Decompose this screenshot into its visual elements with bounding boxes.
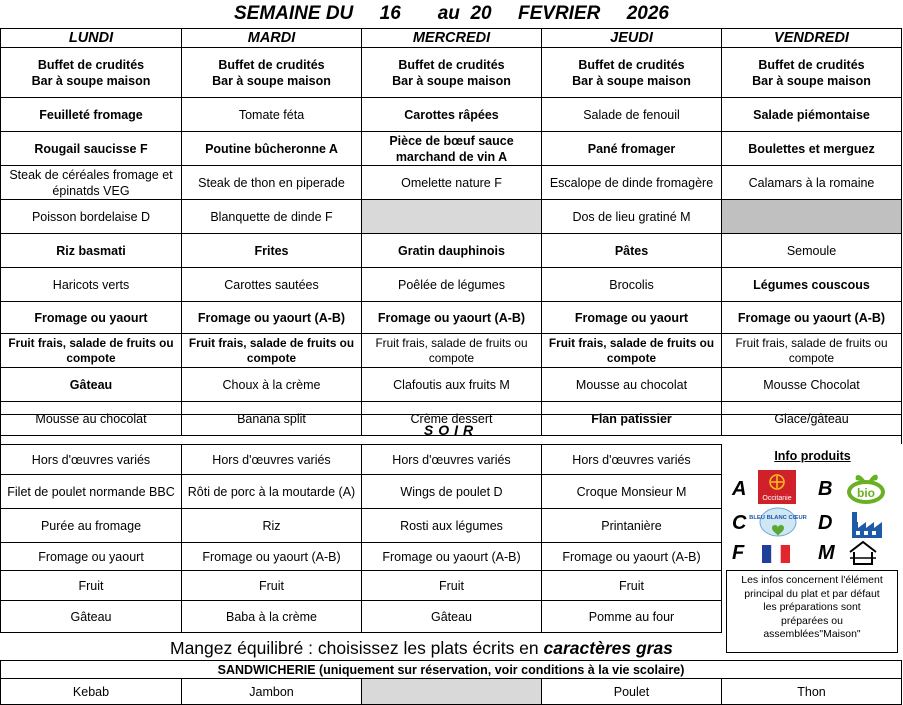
legend-letter-d: D: [818, 512, 833, 534]
menu-cell-line: marchand de vin A: [395, 149, 508, 164]
menu-cell: Fromage ou yaourt: [542, 302, 722, 334]
menu-cell: Fromage ou yaourt (A-B): [362, 302, 542, 334]
menu-cell: Carottes râpées: [362, 98, 542, 132]
lunch-row: [1, 268, 902, 302]
day-header: VENDREDI: [722, 29, 902, 48]
menu-cell: [722, 334, 902, 368]
menu-cell-line: Steak de céréales fromage et: [9, 167, 173, 182]
lunch-row: [1, 302, 902, 334]
menu-cell: Fromage ou yaourt (A-B): [542, 543, 722, 571]
menu-cell: Mousse au chocolat: [542, 368, 722, 402]
lunch-menu-table: [0, 28, 902, 436]
sandwich-item: Poulet: [542, 679, 722, 705]
menu-cell-line: compote: [788, 350, 835, 365]
lunch-row: [1, 132, 902, 166]
menu-cell: Poisson bordelaise D: [1, 200, 182, 234]
menu-cell: [362, 334, 542, 368]
menu-cell: Haricots verts: [1, 268, 182, 302]
legend-letter-f: F: [732, 542, 745, 564]
menu-cell: Blanquette de dinde F: [182, 200, 362, 234]
occitanie-logo-text: Occitanie: [762, 495, 792, 502]
menu-cell: [362, 48, 542, 98]
tagline: [170, 636, 722, 660]
menu-cell: Gratin dauphinois: [362, 234, 542, 268]
menu-cell: [1, 334, 182, 368]
menu-cell: Poutine bûcheronne A: [182, 132, 362, 166]
menu-cell: Banana split: [182, 402, 362, 436]
menu-cell: Rosti aux légumes: [362, 509, 542, 543]
menu-cell: Riz basmati: [1, 234, 182, 268]
menu-cell: Gâteau: [1, 601, 182, 633]
info-note-line: Les infos concernent l'élément: [741, 574, 883, 586]
menu-cell-line: Buffet de crudités: [758, 57, 865, 72]
menu-cell: [722, 48, 902, 98]
menu-cell: Rôti de porc à la moutarde (A): [182, 475, 362, 509]
menu-cell: Riz: [182, 509, 362, 543]
menu-cell-empty: [722, 200, 902, 234]
info-note-line: principal du plat et par défaut: [744, 587, 880, 600]
menu-cell: Fromage ou yaourt (A-B): [362, 543, 542, 571]
menu-cell: Fruit: [182, 571, 362, 601]
menu-cell: Fruit: [1, 571, 182, 601]
legend-letter-c: C: [732, 512, 747, 534]
menu-cell-line: Fruit frais, salade de fruits ou: [8, 335, 174, 350]
menu-cell-line: Fruit frais, salade de fruits ou: [548, 335, 715, 350]
day-header: MERCREDI: [362, 29, 542, 48]
menu-cell-line: Fruit frais, salade de fruits ou: [188, 335, 355, 350]
menu-cell-line: compote: [606, 350, 657, 365]
menu-cell: [542, 48, 722, 98]
lunch-row: [1, 98, 902, 132]
info-produits-title: Info produits: [774, 449, 851, 463]
menu-cell: Dos de lieu gratiné M: [542, 200, 722, 234]
soir-header: SOIR: [1, 415, 902, 445]
menu-cell-empty: [362, 200, 542, 234]
menu-cell: Wings de poulet D: [362, 475, 542, 509]
menu-cell: [362, 132, 542, 166]
menu-cell: Mousse Chocolat: [722, 368, 902, 402]
menu-cell: Filet de poulet normande BBC: [1, 475, 182, 509]
menu-cell: Crème dessert: [362, 402, 542, 436]
menu-cell: Hors d'œuvres variés: [362, 445, 542, 475]
sandwich-item: Jambon: [182, 679, 362, 705]
menu-cell: Pané fromager: [542, 132, 722, 166]
menu-cell: Hors d'œuvres variés: [1, 445, 182, 475]
menu-cell: Fromage ou yaourt: [1, 302, 182, 334]
menu-cell: Fromage ou yaourt (A-B): [182, 302, 362, 334]
day-header: LUNDI: [1, 29, 182, 48]
legend-letter-b: B: [818, 478, 833, 500]
bio-label-text: bio: [857, 486, 875, 500]
menu-cell: Pâtes: [542, 234, 722, 268]
bio-label-icon: [844, 468, 888, 506]
menu-cell: Flan patissier: [542, 402, 722, 436]
menu-cell: Omelette nature F: [362, 166, 542, 200]
menu-cell-line: Pièce de bœuf sauce: [389, 133, 514, 148]
menu-cell-line: Bar à soupe maison: [392, 73, 511, 88]
day-header: JEUDI: [542, 29, 722, 48]
sandwicherie-header: SANDWICHERIE (uniquement sur réservation, voir conditions à la vie scolaire): [1, 661, 902, 679]
menu-cell: Escalope de dinde fromagère: [542, 166, 722, 200]
bleu-blanc-coeur-icon: [749, 506, 807, 540]
sandwich-item-empty: [362, 679, 542, 705]
info-note-line: préparées ou: [781, 614, 843, 627]
menu-cell: Légumes couscous: [722, 268, 902, 302]
menu-cell-line: Buffet de crudités: [398, 57, 505, 72]
menu-cell: Feuilleté fromage: [1, 98, 182, 132]
menu-cell-line: Fruit frais, salade de fruits ou: [375, 335, 528, 350]
menu-cell-line: Buffet de crudités: [37, 57, 145, 72]
menu-cell: Poêlée de légumes: [362, 268, 542, 302]
menu-cell-line: Buffet de crudités: [218, 57, 325, 72]
menu-cell-line: Bar à soupe maison: [31, 73, 151, 88]
menu-cell: Steak de thon en piperade: [182, 166, 362, 200]
lunch-row: [1, 234, 902, 268]
french-flag-icon: [762, 545, 790, 563]
menu-cell: Semoule: [722, 234, 902, 268]
menu-cell: Fruit: [542, 571, 722, 601]
menu-cell: Gâteau: [1, 368, 182, 402]
menu-cell: Choux à la crème: [182, 368, 362, 402]
menu-cell: Fromage ou yaourt (A-B): [182, 543, 362, 571]
menu-cell-line: Bar à soupe maison: [212, 73, 331, 88]
lunch-row: [1, 368, 902, 402]
menu-cell: Salade piémontaise: [722, 98, 902, 132]
page-title: SEMAINE DU 16 au 20 FEVRIER 2026: [233, 3, 670, 24]
menu-cell: Rougail saucisse F: [1, 132, 182, 166]
info-produits-panel: [722, 444, 903, 658]
legend-letter-a: A: [732, 478, 747, 500]
menu-cell-line: Fruit frais, salade de fruits ou: [735, 335, 888, 350]
menu-cell: [182, 48, 362, 98]
menu-cell: Purée au fromage: [1, 509, 182, 543]
info-note: [726, 570, 898, 653]
menu-cell: Mousse au chocolat: [1, 402, 182, 436]
sandwicherie-table: [0, 660, 902, 705]
menu-cell: Baba à la crème: [182, 601, 362, 633]
menu-cell-line: Buffet de crudités: [578, 57, 685, 72]
menu-cell: Fromage ou yaourt: [1, 543, 182, 571]
legend-letter-m: M: [818, 542, 835, 564]
day-header: MARDI: [182, 29, 362, 48]
menu-cell: [1, 48, 182, 98]
sandwich-item: Thon: [722, 679, 902, 705]
tagline-emphasis: caractères gras: [543, 638, 673, 658]
sandwich-item: Kebab: [1, 679, 182, 705]
house-icon: [848, 540, 878, 566]
lunch-row: [1, 166, 902, 200]
menu-cell: Boulettes et merguez: [722, 132, 902, 166]
menu-cell: Fromage ou yaourt (A-B): [722, 302, 902, 334]
factory-icon: [850, 508, 884, 538]
menu-cell-line: compote: [66, 350, 116, 365]
menu-cell: Hors d'œuvres variés: [182, 445, 362, 475]
menu-cell: [542, 334, 722, 368]
lunch-row: [1, 48, 902, 98]
menu-cell: Printanière: [542, 509, 722, 543]
tagline-prefix: Mangez équilibré : choisissez les plats écrits en: [170, 638, 544, 658]
menu-cell-line: épinatds VEG: [52, 183, 130, 198]
info-note-line: assemblées"Maison": [763, 628, 861, 640]
menu-cell-line: Bar à soupe maison: [752, 73, 871, 88]
menu-cell: Brocolis: [542, 268, 722, 302]
menu-cell: Glace/gâteau: [722, 402, 902, 436]
menu-cell: Calamars à la romaine: [722, 166, 902, 200]
menu-cell: Frites: [182, 234, 362, 268]
lunch-row: [1, 200, 902, 234]
menu-cell: Gâteau: [362, 601, 542, 633]
info-note-line: les préparations sont: [763, 601, 861, 613]
menu-cell: Clafoutis aux fruits M: [362, 368, 542, 402]
menu-cell-line: Bar à soupe maison: [572, 73, 691, 88]
occitanie-logo-icon: [758, 470, 796, 504]
lunch-row: [1, 334, 902, 368]
menu-cell: Carottes sautées: [182, 268, 362, 302]
menu-cell: Pomme au four: [542, 601, 722, 633]
menu-cell: Fruit: [362, 571, 542, 601]
menu-cell: Salade de fenouil: [542, 98, 722, 132]
menu-cell-line: compote: [428, 350, 475, 365]
menu-cell: Tomate féta: [182, 98, 362, 132]
menu-cell: Croque Monsieur M: [542, 475, 722, 509]
menu-cell: [1, 166, 182, 200]
menu-cell-line: compote: [246, 350, 297, 365]
menu-cell: Hors d'œuvres variés: [542, 445, 722, 475]
bleu-blanc-coeur-text: BLEU BLANC CŒUR: [749, 515, 807, 521]
menu-cell: [182, 334, 362, 368]
